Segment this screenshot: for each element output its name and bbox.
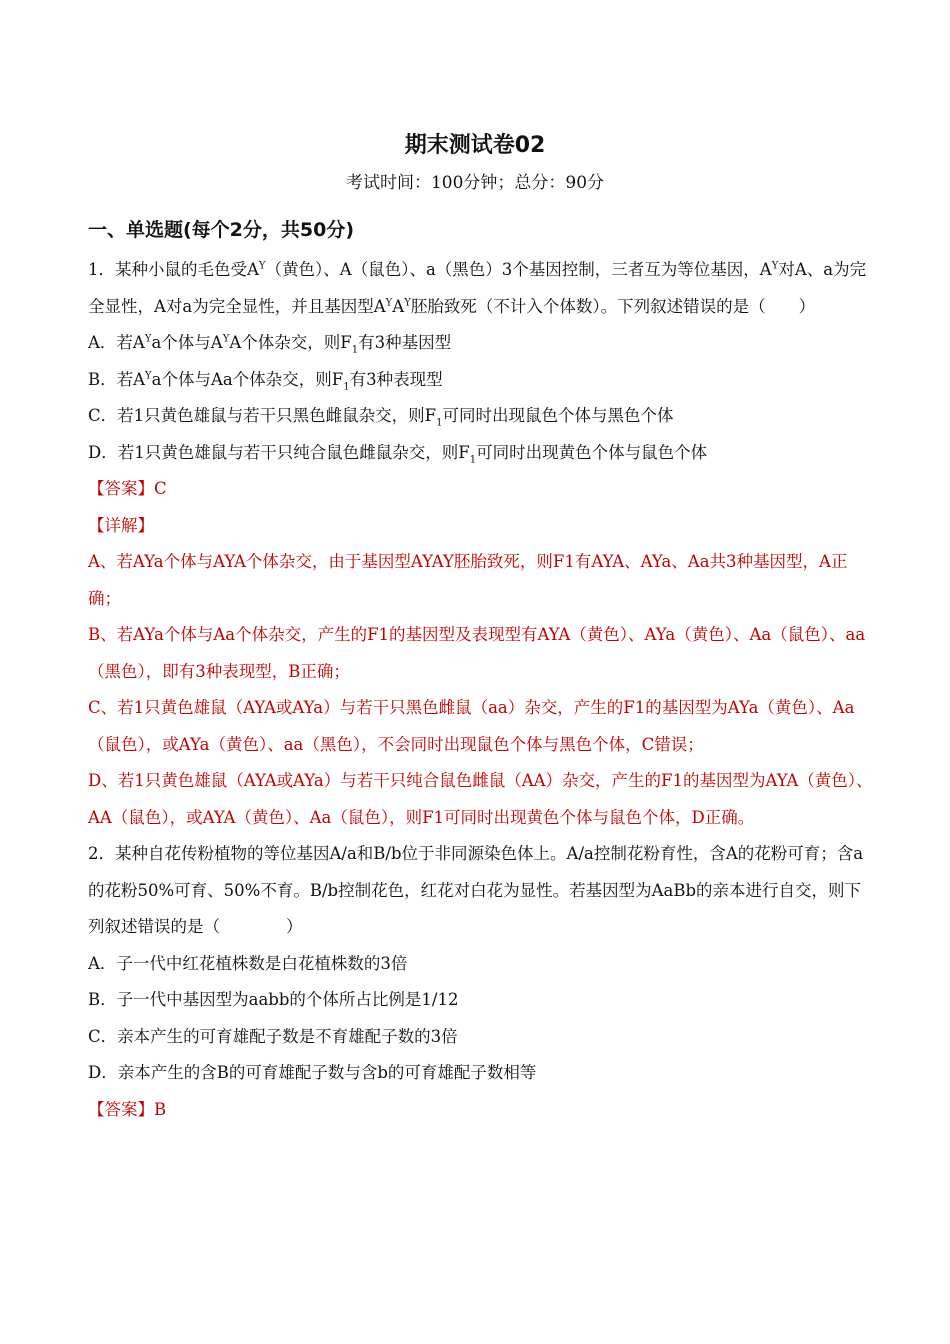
q1-option-b: B．若$A^Ya$个体与Aa个体杂交，则$F_1$有3种表现型 xyxy=(88,369,443,392)
q1-option-a: A．若$A^Ya$个体与$A^YA$个体杂交，则$F_1$有3种基因型 xyxy=(88,333,452,356)
q2-stem: 2．某种自花传粉植物的等位基因A/a和B/b位于非同源染色体上。A/a控制花粉育性，含A的花粉可育；含a的花粉50%可育、50%不育。B/b控制花色，红花对白花为显性。若基因型为AaBb的亲本进行自交，则下列叙述错误的是（ ） xyxy=(88,844,864,936)
q1-option-d: D．若1只黄色雄鼠与若干只纯合鼠色雌鼠杂交，则$F_1$可同时出现黄色个体与鼠色个体 xyxy=(88,442,708,465)
exam-meta: 考试时间：100分钟；总分：90分 xyxy=(345,173,605,193)
q1-detail-c: C、若1只黄色雄鼠（AYA或AYa）与若干只黑色雌鼠（aa）杂交，产生的F1的基因型为AYa（黄色）、Aa（鼠色），或AYa（黄色）、aa（黑色），不会同时出现鼠色个体与黑色个体，C错误； xyxy=(88,698,855,754)
q1-option-c: C．若1只黄色雄鼠与若干只黑色雌鼠杂交，则$F_1$可同时出现鼠色个体与黑色个体 xyxy=(88,406,674,429)
q1-answer: 【答案】C xyxy=(88,479,167,498)
q1-detail-a: A、若AYa个体与AYA个体杂交，由于基因型AYAY胚胎致死，则F1有AYA、AYa、Aa共3种基因型，A正确； xyxy=(88,552,848,608)
q1-detail-tag: 【详解】 xyxy=(88,515,154,535)
q2-option-b: B．子一代中基因型为aabb的个体所占比例是1/12 xyxy=(88,990,459,1009)
q1-stem: 1．某种小鼠的毛色受$A^Y$（黄色）、A（鼠色）、a（黑色）3个基因控制，三者互为等位基因，$A^Y$对A、a为完全显性，A对a为完全显性，并且基因型$A^YA^Y$胚胎致死（不计入个体数）。下列叙述错误的是（ ） xyxy=(88,260,867,316)
question-content xyxy=(88,252,873,1128)
q2-answer: 【答案】B xyxy=(88,1099,167,1119)
q2-option-a: A．子一代中红花植株数是白花植株数的3倍 xyxy=(88,953,408,973)
section-heading: 一、单选题(每个2分，共50分) xyxy=(88,219,355,241)
q2-option-d: D．亲本产生的含B的可育雄配子数与含b的可育雄配子数相等 xyxy=(88,1063,537,1082)
q2-option-c: C．亲本产生的可育雄配子数是不育雄配子数的3倍 xyxy=(88,1026,458,1046)
q1-detail-b: B、若AYa个体与Aa个体杂交，产生的F1的基因型及表现型有AYA（黄色）、AYa（黄色）、Aa（鼠色）、aa（黑色），即有3种表现型，B正确； xyxy=(88,625,866,681)
q1-detail-d: D、若1只黄色雄鼠（AYA或AYa）与若干只纯合鼠色雌鼠（AA）杂交，产生的F1的基因型为AYA（黄色）、AA（鼠色），或AYA（黄色）、Aa（鼠色），则F1可同时出现黄色个体与鼠色个体，D正确。 xyxy=(88,771,873,827)
page-title: 期末测试卷02 xyxy=(404,133,546,158)
